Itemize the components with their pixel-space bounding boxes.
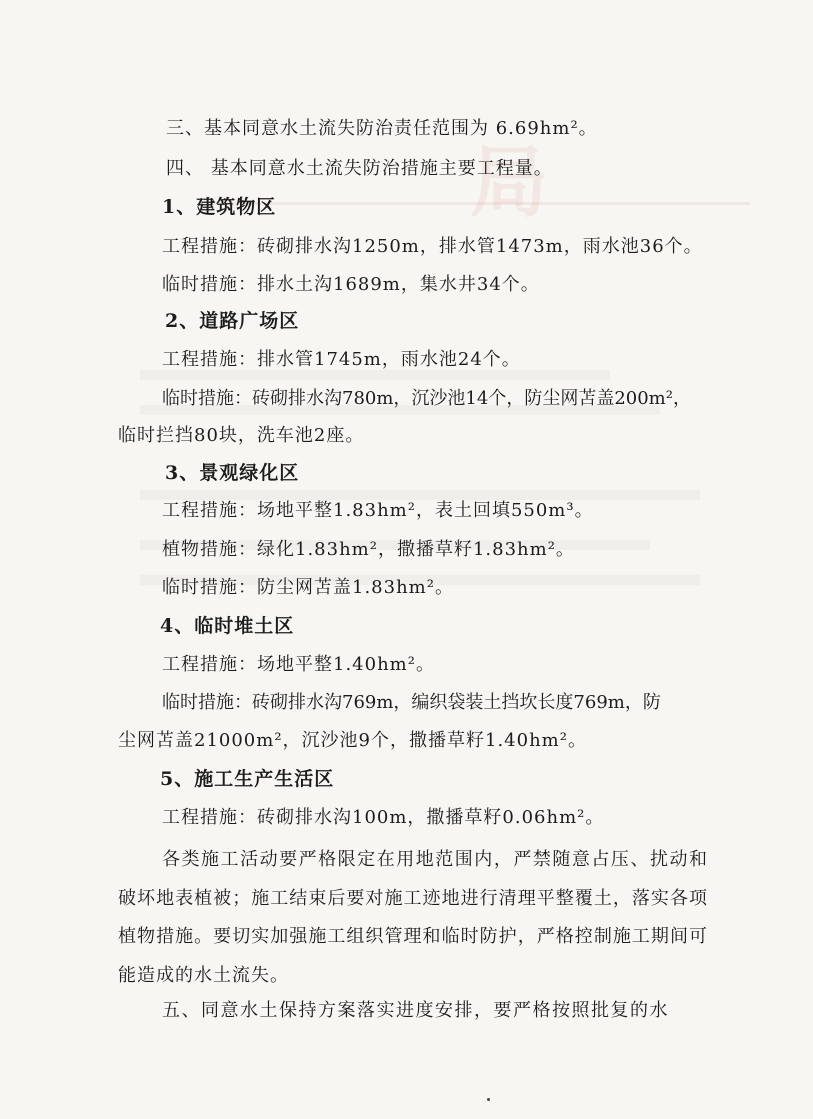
zone-3-engineering: 工程措施：场地平整1.83hm²，表土回填550m³。 <box>162 500 594 521</box>
zone-4-temporary-line-2: 尘网苫盖21000m²，沉沙池9个，撒播草籽1.40hm²。 <box>118 730 587 751</box>
zone-1-engineering: 工程措施：砖砌排水沟1250m，排水管1473m，雨水池36个。 <box>162 236 703 257</box>
scan-speck <box>487 1098 490 1101</box>
bleed-through-rule <box>210 202 750 205</box>
zone-2-engineering: 工程措施：排水管1745m，雨水池24个。 <box>162 349 521 370</box>
zone-1-heading: 1、建筑物区 <box>162 196 277 218</box>
zone-1-temporary: 临时措施：排水土沟1689m，集水井34个。 <box>162 274 540 295</box>
bleed-through-mark <box>140 370 610 380</box>
zone-3-temporary: 临时措施：防尘网苫盖1.83hm²。 <box>162 577 454 598</box>
zone-5-heading: 5、施工生产生活区 <box>160 768 335 790</box>
zone-2-temporary-line-2: 临时拦挡80块，洗车池2座。 <box>118 425 365 446</box>
construction-requirements-paragraph: 各类施工活动要严格限定在用地范围内，严禁随意占压、扰动和破坏地表植被；施工结束后要对施工迹地进行清理平整覆土，落实各项植物措施。要切实加强施工组织管理和临时防护，严格控制施工期间可能造成的水土流失。 <box>118 849 708 986</box>
zone-3-heading: 3、景观绿化区 <box>165 462 300 484</box>
zone-5-engineering: 工程措施：砖砌排水沟100m，撒播草籽0.06hm²。 <box>162 807 605 828</box>
item-4-text: 四、 基本同意水土流失防治措施主要工程量。 <box>166 158 553 179</box>
zone-2-temporary-line-1: 临时措施：砖砌排水沟780m，沉沙池14个，防尘网苫盖200m²， <box>162 388 691 409</box>
zone-3-plant: 植物措施：绿化1.83hm²，撒播草籽1.83hm²。 <box>162 539 575 560</box>
zone-2-heading: 2、道路广场区 <box>165 310 300 332</box>
zone-4-heading: 4、临时堆土区 <box>160 615 295 637</box>
zone-4-temporary-line-1: 临时措施：砖砌排水沟769m，编织袋装土挡坎长度769m，防 <box>162 692 661 713</box>
zone-4-engineering: 工程措施：场地平整1.40hm²。 <box>162 654 435 675</box>
item-5-text: 五、同意水土保持方案落实进度安排，要严格按照批复的水 <box>162 1000 669 1021</box>
item-3-text: 三、基本同意水土流失防治责任范围为 6.69hm²。 <box>166 118 598 139</box>
bleed-through-letterhead: 局 <box>470 137 559 228</box>
